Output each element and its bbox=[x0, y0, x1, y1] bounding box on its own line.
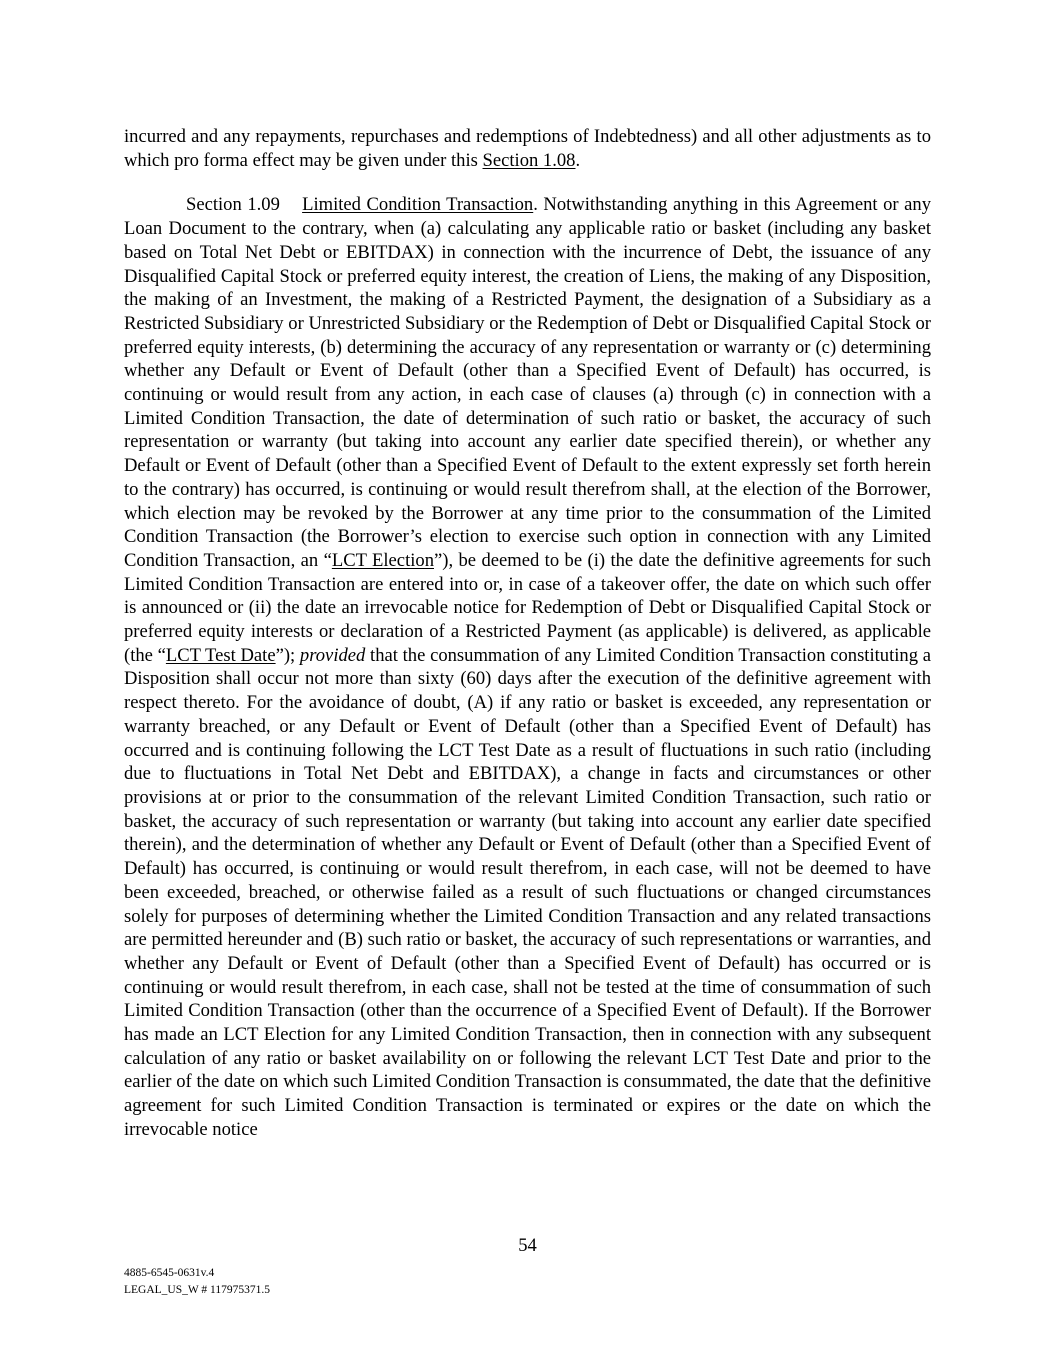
paragraph-text: . bbox=[575, 149, 581, 171]
defined-term-lct-test-date: LCT Test Date bbox=[165, 644, 276, 666]
paragraph-text: ”), be deemed to be (i) the date the definitive agreements for such Limited Condition Transaction are entered into or, in case of a takeover offer, the date on which such offer is announced or (ii) the date an irrevocable notice for Redemption of Debt or Disqualified Capital Stock or preferred equity interests or declaration of a Restricted Payment (as applicable) is delivered, as applicable (the “ bbox=[124, 549, 931, 666]
provided-italic: provided bbox=[299, 644, 366, 666]
footer-doc-id: 4885-6545-0631v.4 bbox=[124, 1267, 215, 1279]
body-text bbox=[124, 125, 931, 1142]
section-number: Section 1.09 bbox=[186, 194, 280, 216]
section-heading: Limited Condition Transaction bbox=[302, 194, 534, 216]
paragraph-text: that the consummation of any Limited Condition Transaction constituting a Disposition shall occur not more than sixty (60) days after the execution of the definitive agreement with respect thereto. For the avoidance of doubt, (A) if any ratio or basket is exceeded, any representation or warranty breached, or any Default or Event of Default (other than a Specified Event of Default) has occurred and is continuing following the LCT Test Date as a result of fluctuations in such ratio (including due to fluctuations in Total Net Debt and EBITDAX), a change in facts and circumstances or other provisions at or prior to the consummation of the relevant Limited Condition Transaction, such ratio or basket, the accuracy of such representation or warranty (but taking into account any earlier date specified therein), and the determination of whether any Default or Event of Default (other than a Specified Event of Default) has occurred, is continuing or would result therefrom, in each case, will not be deemed to have been exceeded, breached, or otherwise failed as a result of such fluctuations or changed circumstances solely for purposes of determining whether the Limited Condition Transaction and any related transactions are permitted hereunder and (B) such ratio or basket, the accuracy of such representations or warranties, and whether any Default or Event of Default (other than a Specified Event of Default) has occurred or is continuing or would result therefrom, in each case, shall not be tested at the time of consummation of such Limited Condition Transaction (other than the occurrence of a Specified Event of Default). If the Borrower has made an LCT Election for any Limited Condition Transaction, then in connection with any subsequent calculation of any ratio or basket availability on or following the relevant LCT Test Date and prior to the earlier of the date on which such Limited Condition Transaction is consummated, the date that the definitive agreement for such Limited Condition Transaction is terminated or expires or the date on which the irrevocable notice bbox=[124, 644, 931, 1140]
page-number: 54 bbox=[518, 1235, 537, 1256]
paragraph-continuation bbox=[124, 125, 931, 172]
section-1-09-paragraph bbox=[124, 193, 931, 1141]
paragraph-text: ”); bbox=[275, 644, 300, 666]
paragraph-text: . Notwithstanding anything in this Agreement or any Loan Document to the contrary, when (a) calculating any applicable ratio or basket (including any basket based on Total Net Debt or EBITDAX) in connection with the incurrence of Debt, the issuance of any Disqualified Capital Stock or preferred equity interest, the creation of Liens, the making of any Disposition, the making of an Investment, the making of a Restricted Payment, the designation of a Subsidiary as a Restricted Subsidiary or Unrestricted Subsidiary or the Redemption of Debt or Disqualified Capital Stock or preferred equity interests, (b) determining the accuracy of any representation or warranty or (c) determining whether any Default or Event of Default (other than a Specified Event of Default) has occurred, is continuing or would result from any action, in each case of clauses (a) through (c) in connection with a Limited Condition Transaction, the date of determination of such ratio or basket, the accuracy of such representation or warranty (but taking into account any earlier date specified therein), or whether any Default or Event of Default (other than a Specified Event of Default to the extent expressly set forth herein to the contrary) has occurred, is continuing or would result therefrom shall, at the election of the Borrower, which election may be revoked by the Borrower at any time prior to the consummation of the Limited Condition Transaction (the Borrower’s election to exercise such option in connection with any Limited Condition Transaction, an “ bbox=[124, 194, 932, 571]
section-1-08-reference: Section 1.08 bbox=[482, 149, 576, 171]
footer bbox=[124, 1265, 270, 1299]
footer-legal-id: LEGAL_US_W # 117975371.5 bbox=[124, 1284, 270, 1296]
paragraph-text: incurred and any repayments, repurchases and redemptions of Indebtedness) and all other adjustments as to which pro forma effect may be given under this bbox=[124, 126, 931, 171]
defined-term-lct-election: LCT Election bbox=[331, 549, 434, 571]
